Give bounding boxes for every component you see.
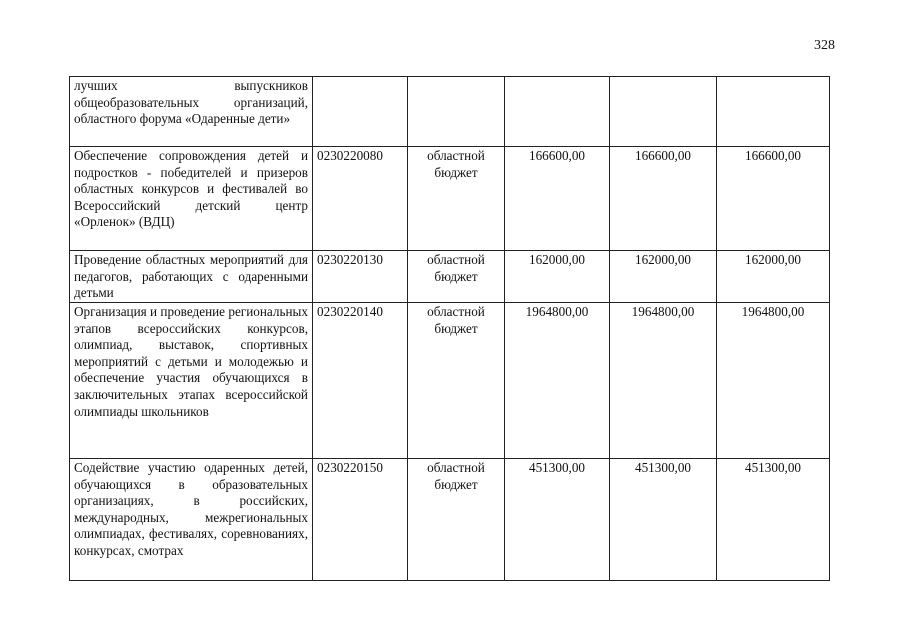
funding-source-cell bbox=[408, 77, 505, 147]
measure-name-cell: Проведение областных мероприятий для педагогов, работающих с одаренными детьми bbox=[70, 251, 313, 303]
funding-source-cell: областной бюджет bbox=[408, 147, 505, 251]
table-row bbox=[70, 303, 830, 459]
amount-year3-cell: 1964800,00 bbox=[717, 303, 830, 459]
table-row bbox=[70, 147, 830, 251]
table-row bbox=[70, 77, 830, 147]
budget-code-cell: 0230220140 bbox=[313, 303, 408, 459]
budget-code-cell: 0230220130 bbox=[313, 251, 408, 303]
measure-name-cell: Обеспечение сопровождения детей и подростков - победителей и призеров областных конкурсов и фестивалей во Всероссийский детский центр «Орленок» (ВДЦ) bbox=[70, 147, 313, 251]
amount-year3-cell: 166600,00 bbox=[717, 147, 830, 251]
amount-year3-cell: 162000,00 bbox=[717, 251, 830, 303]
amount-year2-cell: 1964800,00 bbox=[610, 303, 717, 459]
amount-year2-cell bbox=[610, 77, 717, 147]
funding-source-cell: областной бюджет bbox=[408, 459, 505, 581]
measure-name-cell: Содействие участию одаренных детей, обучающихся в образовательных организациях, в российских, международных, межрегиональных олимпиадах, фестивалях, соревнованиях, конкурсах, смотрах bbox=[70, 459, 313, 581]
measure-name-cell: Организация и проведение региональных этапов всероссийских конкурсов, олимпиад, выставок, спортивных мероприятий с детьми и молодежью и обеспечение участия обучающихся в заключительных этапах всероссийской олимпиады школьников bbox=[70, 303, 313, 459]
amount-year2-cell: 162000,00 bbox=[610, 251, 717, 303]
funding-source-cell: областной бюджет bbox=[408, 303, 505, 459]
table-row bbox=[70, 459, 830, 581]
budget-code-cell bbox=[313, 77, 408, 147]
budget-table bbox=[69, 76, 830, 581]
measure-name-cell: лучших выпускников общеобразовательных организаций, областного форума «Одаренные дети» bbox=[70, 77, 313, 147]
amount-year1-cell: 451300,00 bbox=[505, 459, 610, 581]
table-row bbox=[70, 251, 830, 303]
budget-code-cell: 0230220080 bbox=[313, 147, 408, 251]
amount-year1-cell bbox=[505, 77, 610, 147]
funding-source-cell: областной бюджет bbox=[408, 251, 505, 303]
page-number: 328 bbox=[814, 38, 835, 53]
amount-year1-cell: 162000,00 bbox=[505, 251, 610, 303]
amount-year1-cell: 1964800,00 bbox=[505, 303, 610, 459]
budget-code-cell: 0230220150 bbox=[313, 459, 408, 581]
amount-year2-cell: 166600,00 bbox=[610, 147, 717, 251]
amount-year1-cell: 166600,00 bbox=[505, 147, 610, 251]
amount-year2-cell: 451300,00 bbox=[610, 459, 717, 581]
amount-year3-cell: 451300,00 bbox=[717, 459, 830, 581]
amount-year3-cell bbox=[717, 77, 830, 147]
